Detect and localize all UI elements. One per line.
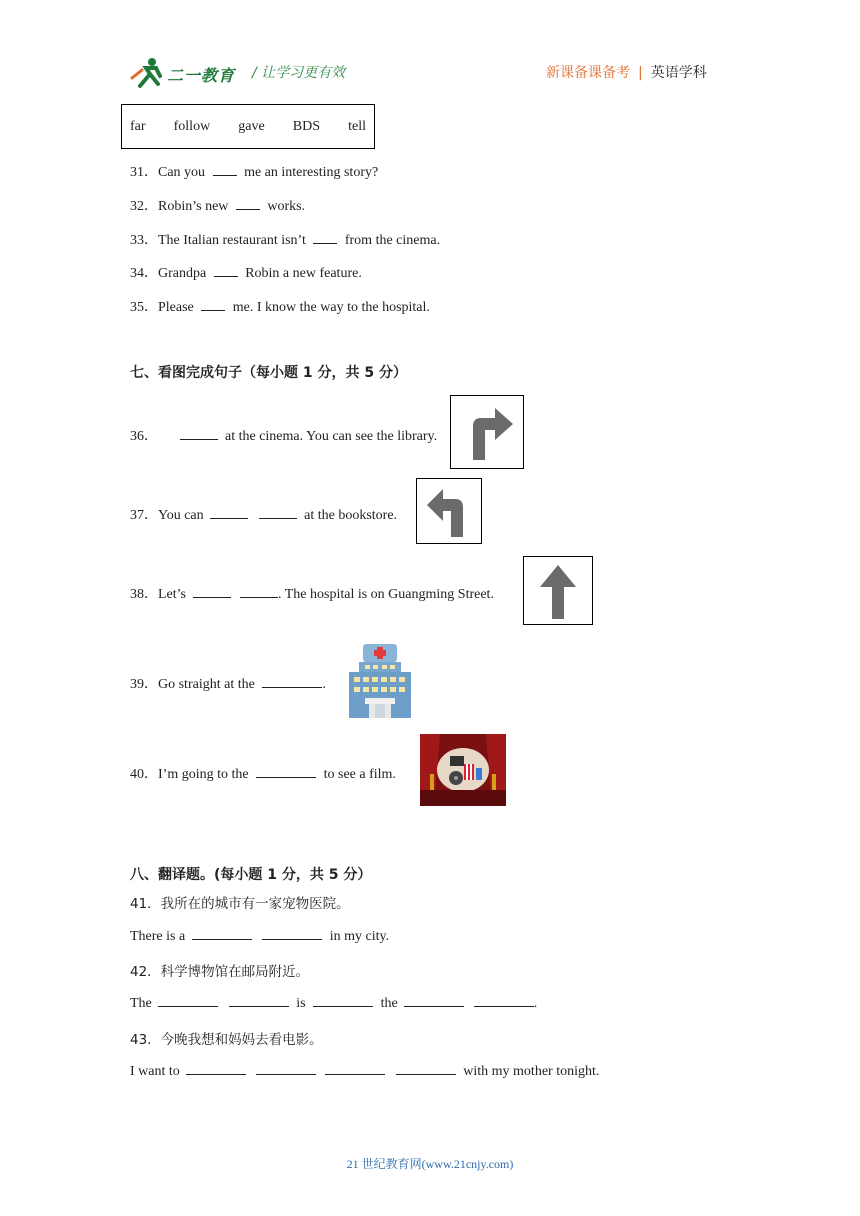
- question-text: 38．Let’s: [130, 587, 186, 602]
- question-text: 40．I’m going to the: [130, 767, 249, 782]
- question-42-chinese: 42．科学博物馆在邮局附近。: [130, 964, 310, 980]
- answer-blank[interactable]: [214, 264, 238, 277]
- word-bank-item: BDS: [292, 118, 321, 134]
- header-separator: |: [638, 65, 643, 81]
- question-41: [130, 927, 389, 945]
- question-text: 32．Robin’s new: [130, 199, 229, 214]
- answer-blank[interactable]: [193, 585, 231, 598]
- question-text: at the cinema. You can see the library.: [225, 429, 438, 444]
- word-bank-box: [121, 104, 375, 149]
- question-text: .: [322, 677, 326, 692]
- answer-blank[interactable]: [474, 994, 534, 1007]
- question-40: [130, 763, 396, 783]
- question-text: Robin a new feature.: [245, 266, 362, 281]
- question-41-chinese: 41．我所在的城市有一家宠物医院。: [130, 896, 350, 912]
- turn-left-arrow-icon: [417, 479, 481, 543]
- question-42: [130, 994, 537, 1012]
- question-text: me. I know the way to the hospital.: [232, 300, 430, 315]
- question-text: 35．Please: [130, 300, 194, 315]
- answer-blank[interactable]: [325, 1062, 385, 1075]
- question-text: with my mother tonight.: [463, 1064, 600, 1079]
- question-text: 31．Can you: [130, 165, 206, 180]
- section-8-title: 八、翻译题。(每小题 1 分，共 5 分）: [130, 867, 372, 883]
- answer-blank[interactable]: [158, 994, 218, 1007]
- question-text: me an interesting story?: [244, 165, 379, 180]
- answer-blank[interactable]: [313, 994, 373, 1007]
- answer-blank[interactable]: [201, 298, 225, 311]
- logo-text: 二一教育: [167, 66, 236, 85]
- question-text: works.: [267, 199, 306, 214]
- answer-blank[interactable]: [259, 506, 297, 519]
- answer-blank[interactable]: [180, 427, 218, 440]
- runner-logo-icon: [130, 56, 170, 90]
- question-34: [130, 262, 362, 282]
- question-text: 33．The Italian restaurant isn’t: [130, 233, 306, 248]
- answer-blank[interactable]: [213, 163, 237, 176]
- turn-right-image: [450, 395, 524, 469]
- question-text: . The hospital is on Guangming Street.: [278, 587, 494, 602]
- section-7-title: 七、看图完成句子（每小题 1 分，共 5 分）: [130, 365, 407, 381]
- question-38: [130, 583, 494, 603]
- question-text: 37．You can: [130, 508, 204, 523]
- question-text: from the cinema.: [344, 233, 441, 248]
- answer-blank[interactable]: [229, 994, 289, 1007]
- answer-blank[interactable]: [186, 1062, 246, 1075]
- question-text: to see a film.: [323, 767, 396, 782]
- answer-blank[interactable]: [192, 927, 252, 940]
- word-bank-item: far: [130, 118, 146, 134]
- question-32: [130, 195, 305, 215]
- question-43: [130, 1062, 599, 1080]
- question-text: 34．Grandpa: [130, 266, 207, 281]
- answer-blank[interactable]: [404, 994, 464, 1007]
- word-bank-item: tell: [348, 118, 366, 134]
- cinema-icon: [420, 734, 506, 806]
- go-straight-image: [523, 556, 593, 625]
- question-43-chinese: 43．今晚我想和妈妈去看电影。: [130, 1032, 323, 1048]
- question-39: [130, 673, 326, 693]
- hospital-building-icon: [345, 642, 415, 719]
- answer-blank[interactable]: [256, 765, 316, 778]
- answer-blank[interactable]: [262, 675, 322, 688]
- question-text: .: [533, 996, 538, 1011]
- turn-left-image: [416, 478, 482, 544]
- question-37: [130, 504, 397, 524]
- question-text: at the bookstore.: [304, 508, 398, 523]
- question-text: is: [296, 996, 306, 1011]
- header-course-label: 新课备课备考: [546, 65, 630, 81]
- question-text: I want to: [130, 1064, 180, 1079]
- question-35: [130, 296, 430, 316]
- answer-blank[interactable]: [210, 506, 248, 519]
- answer-blank[interactable]: [240, 585, 278, 598]
- brand-logo: [130, 56, 245, 90]
- answer-blank[interactable]: [236, 197, 260, 210]
- turn-right-arrow-icon: [451, 396, 523, 468]
- cinema-image: [420, 734, 506, 806]
- question-text: 36．: [130, 429, 158, 444]
- word-bank-item: follow: [173, 118, 211, 134]
- slogan: / 让学习更有效: [252, 65, 346, 81]
- footer-link[interactable]: 21 世纪教育网(www.21cnjy.com): [346, 1157, 514, 1171]
- question-text: the: [380, 996, 398, 1011]
- word-bank-item: gave: [238, 118, 265, 134]
- straight-arrow-icon: [524, 557, 592, 624]
- question-text: The: [130, 996, 152, 1011]
- question-text: There is a: [130, 929, 186, 944]
- answer-blank[interactable]: [256, 1062, 316, 1075]
- question-text: in my city.: [329, 929, 390, 944]
- question-text: 39．Go straight at the: [130, 677, 255, 692]
- hospital-image: [345, 642, 415, 719]
- answer-blank[interactable]: [396, 1062, 456, 1075]
- question-36: [130, 425, 437, 445]
- question-33: [130, 229, 440, 249]
- answer-blank[interactable]: [262, 927, 322, 940]
- header-subject-label: 英语学科: [650, 65, 707, 81]
- question-31: [130, 161, 378, 181]
- answer-blank[interactable]: [313, 231, 337, 244]
- header-right: [546, 62, 707, 82]
